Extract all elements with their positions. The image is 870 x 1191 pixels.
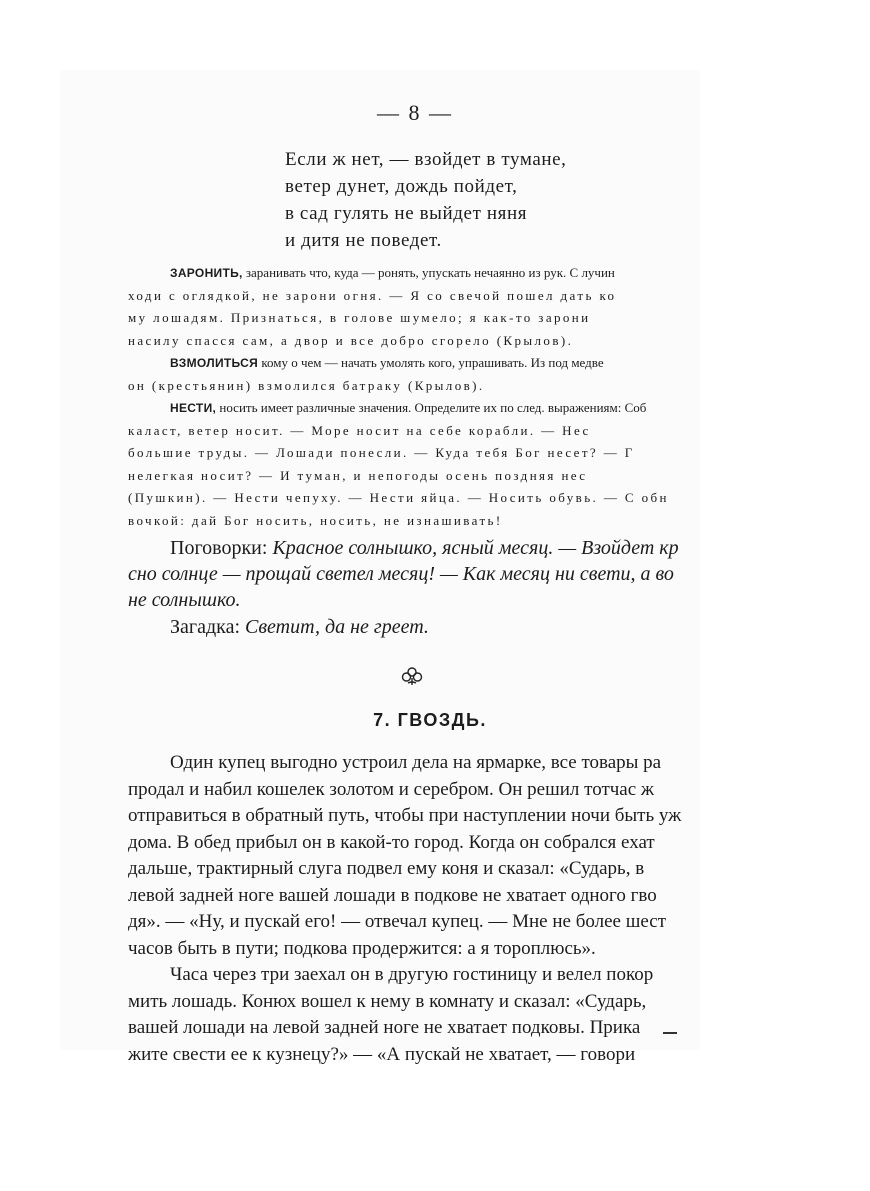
page-number: — 8 — xyxy=(377,100,453,125)
sayings-line xyxy=(128,561,870,587)
gloss-entry-zaronit xyxy=(170,262,870,285)
verse-line: ветер дунет, дождь пойдет, xyxy=(285,176,518,197)
gloss-line: нелегкая носит? — И туман, и непогоды осень поздняя нес xyxy=(128,467,588,483)
story-line: мить лошадь. Конюх вошел к нему в комнату и сказал: «Сударь, xyxy=(128,990,647,1012)
gloss-term: ВЗМОЛИТЬСЯ xyxy=(170,356,259,370)
gloss-line: большие труды. — Лошади понесли. — Куда тебя Бог несет? — Г xyxy=(128,445,635,460)
story-title: 7. ГВОЗДЬ. xyxy=(373,710,487,730)
story-line: часов быть в пути; подкова продержится: а я тороплюсь». xyxy=(128,937,596,959)
gloss-line: он (крестьянин) взмолился батраку (Крылов). xyxy=(128,377,485,393)
gloss-line: вочкой: дай Бог носить, носить, не изнашивать! xyxy=(128,512,503,528)
story-line: продал и набил кошелек золотом и серебром. Он решил тотчас ж xyxy=(128,778,655,800)
vocabulary-notes xyxy=(128,262,870,532)
gloss-term: ЗАРОНИТЬ, xyxy=(170,266,243,280)
sayings-line xyxy=(170,535,870,561)
gloss-text: носить имеет различные значения. Определите их по след. выражениям: Соб xyxy=(219,400,647,415)
riddle-label: Загадка: xyxy=(170,616,240,638)
gloss-text: заранивать что, куда — ронять, упускать нечаянно из рук. С лучин xyxy=(245,265,615,280)
story-line: дальше, трактирный слуга подвел ему коня и сказал: «Сударь, в xyxy=(128,858,645,879)
story-line: дя». — «Ну, и пускай его! — отвечал купец. — Мне не более шест xyxy=(128,911,666,932)
gloss-entry-vzmolitsya xyxy=(170,352,870,375)
gloss-text: кому о чем — начать умолять кого, упрашивать. Из под медве xyxy=(261,355,604,370)
sayings-text: сно солнце — прощай светел месяц! — Как месяц ни свети, а во xyxy=(128,563,674,585)
gloss-line: (Пушкин). — Нести чепуху. — Нести яйца. — Носить обувь. — С обн xyxy=(128,490,669,505)
sayings-block xyxy=(128,535,870,613)
gloss-line: насилу спасся сам, а двор и все добро сгорело (Крылов). xyxy=(128,332,574,348)
gloss-entry-nesti xyxy=(170,397,870,420)
sayings-text: не солнышко. xyxy=(128,589,241,611)
story-line: жите свести ее к кузнецу?» — «А пускай не хватает, — говори xyxy=(128,1043,636,1065)
book-page xyxy=(60,70,700,1065)
sayings-line xyxy=(128,587,870,613)
sayings-text: Красное солнышко, ясный месяц. — Взойдет кр xyxy=(272,537,679,559)
poem-verse xyxy=(285,146,567,254)
story-line: левой задней ноге вашей лошади в подкове не хватает одного гво xyxy=(128,884,657,906)
story-line: вашей лошади на левой задней ноге не хватает подковы. Прика xyxy=(128,1017,641,1038)
gloss-line: ходи с оглядкой, не зарони огня. — Я со свечой пошел дать ко xyxy=(128,287,617,303)
gloss-term: НЕСТИ, xyxy=(170,401,217,415)
gloss-line: му лошадям. Признаться, в голове шумело; я как-то зарони xyxy=(128,310,591,325)
verse-line: в сад гулять не выйдет няня xyxy=(285,203,528,224)
gloss-line: каласт, ветер носит. — Море носит на себе корабли. — Нес xyxy=(128,422,591,438)
story-line: отправиться в обратный путь, чтобы при наступлении ночи быть уж xyxy=(128,805,682,826)
print-mark xyxy=(663,1032,677,1034)
story-line: Один купец выгодно устроил дела на ярмарке, все товары ра xyxy=(170,752,662,773)
story-line: Часа через три заехал он в другую гостиницу и велел покор xyxy=(170,964,654,985)
clover-ornament-icon xyxy=(400,666,424,686)
riddle-text: Светит, да не греет. xyxy=(245,616,429,638)
riddle-block xyxy=(170,616,429,639)
story-text xyxy=(128,750,870,1068)
story-line: дома. В обед прибыл он в какой-то город. Когда он собрался ехат xyxy=(128,831,655,853)
verse-line: Если ж нет, — взойдет в тумане, xyxy=(285,149,567,170)
sayings-label: Поговорки: xyxy=(170,537,268,559)
verse-line: и дитя не поведет. xyxy=(285,230,442,251)
